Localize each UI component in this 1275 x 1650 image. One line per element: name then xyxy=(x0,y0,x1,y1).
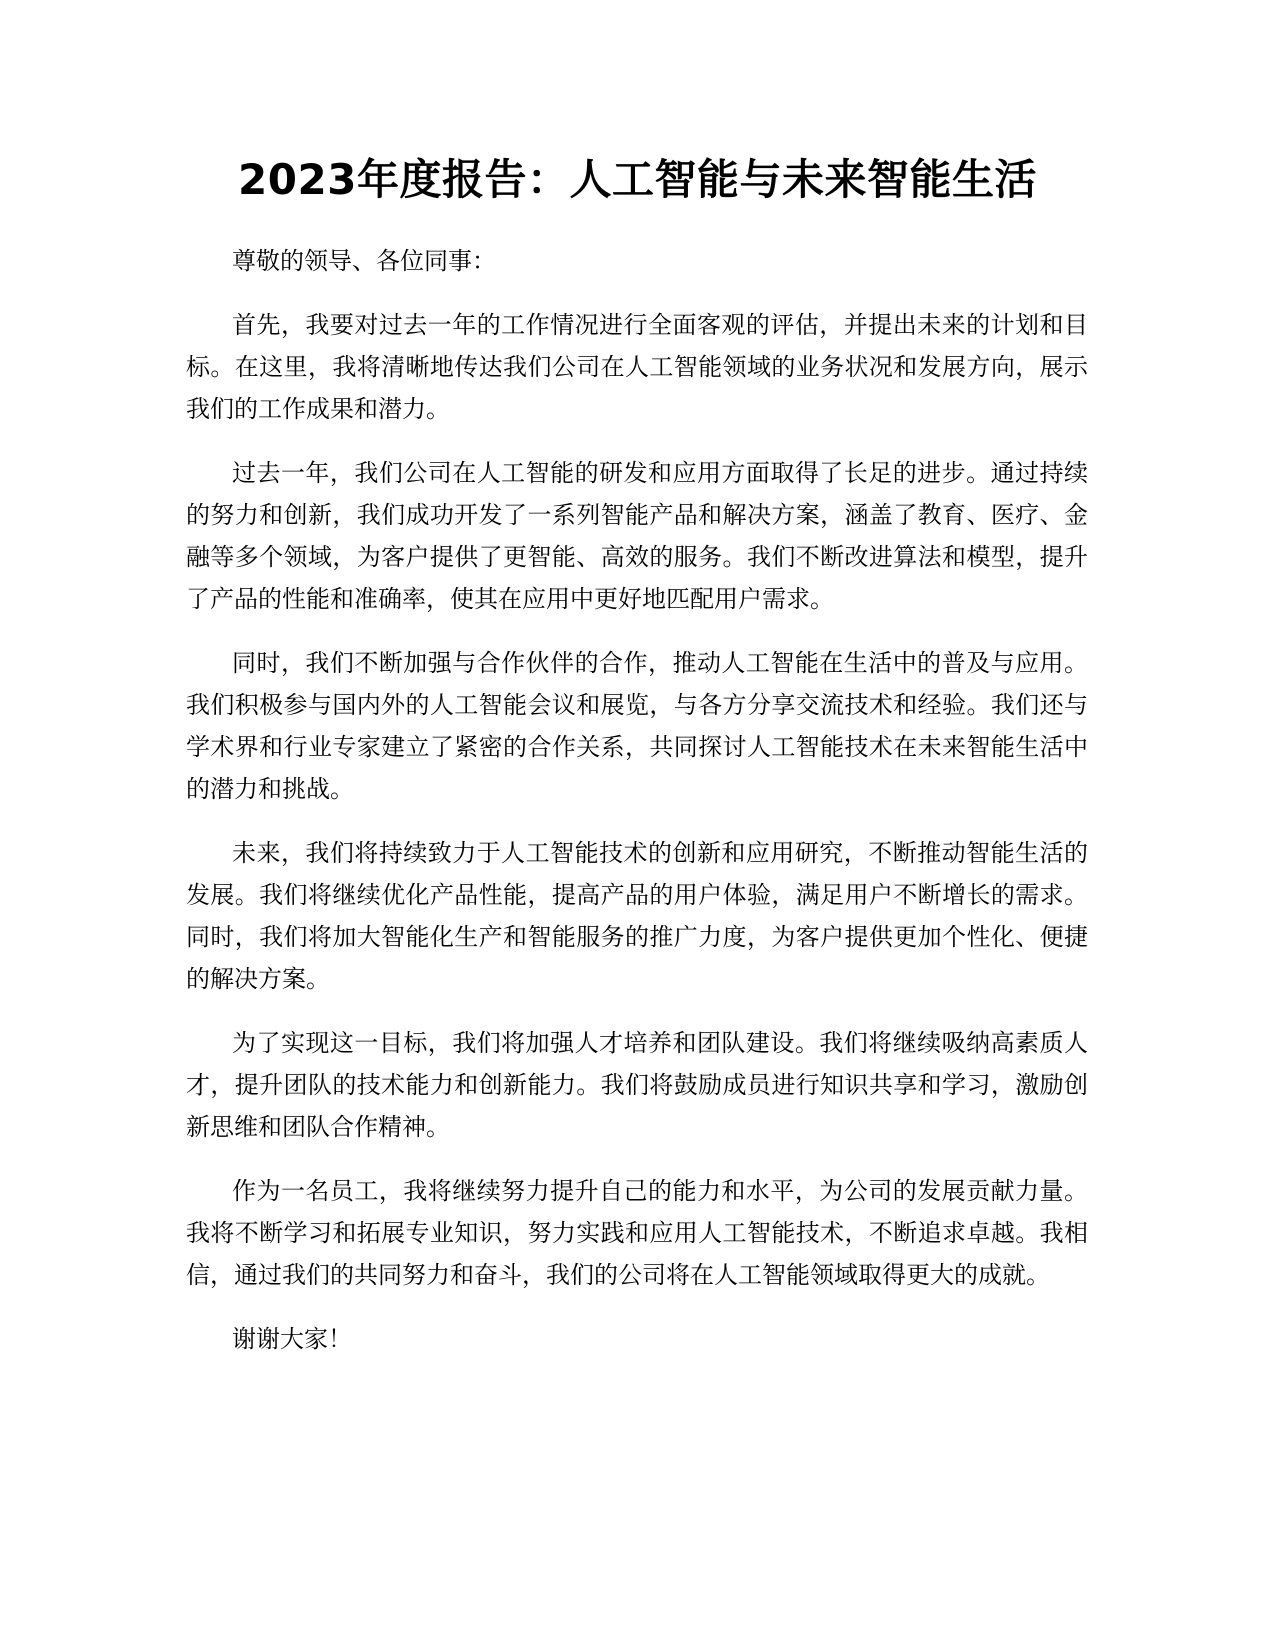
document-title: 2023年度报告：人工智能与未来智能生活 xyxy=(238,155,1037,204)
body-paragraph: 同时，我们不断加强与合作伙伴的合作，推动人工智能在生活中的普及与应用。我们积极参与国内外的人工智能会议和展览，与各方分享交流技术和经验。我们还与学术界和行业专家建立了紧密的合作关系，共同探讨人工智能技术在未来智能生活中的潜力和挑战。 xyxy=(186,649,1088,803)
body-paragraph: 过去一年，我们公司在人工智能的研发和应用方面取得了长足的进步。通过持续的努力和创新，我们成功开发了一系列智能产品和解决方案，涵盖了教育、医疗、金融等多个领域，为客户提供了更智能、高效的服务。我们不断改进算法和模型，提升了产品的性能和准确率，使其在应用中更好地匹配用户需求。 xyxy=(186,459,1088,613)
document-body xyxy=(186,240,1088,1382)
body-paragraph: 为了实现这一目标，我们将加强人才培养和团队建设。我们将继续吸纳高素质人才，提升团队的技术能力和创新能力。我们将鼓励成员进行知识共享和学习，激励创新思维和团队合作精神。 xyxy=(186,1029,1088,1141)
body-paragraph: 未来，我们将持续致力于人工智能技术的创新和应用研究，不断推动智能生活的发展。我们将继续优化产品性能，提高产品的用户体验，满足用户不断增长的需求。同时，我们将加大智能化生产和智能服务的推广力度，为客户提供更加个性化、便捷的解决方案。 xyxy=(186,839,1088,993)
body-paragraph: 首先，我要对过去一年的工作情况进行全面客观的评估，并提出未来的计划和目标。在这里，我将清晰地传达我们公司在人工智能领域的业务状况和发展方向，展示我们的工作成果和潜力。 xyxy=(186,311,1088,423)
closing-paragraph: 谢谢大家！ xyxy=(232,1325,352,1353)
salutation-paragraph: 尊敬的领导、各位同事： xyxy=(232,247,496,275)
body-paragraph: 作为一名员工，我将继续努力提升自己的能力和水平，为公司的发展贡献力量。我将不断学习和拓展专业知识，努力实践和应用人工智能技术，不断追求卓越。我相信，通过我们的共同努力和奋斗，我们的公司将在人工智能领域取得更大的成就。 xyxy=(186,1177,1088,1289)
